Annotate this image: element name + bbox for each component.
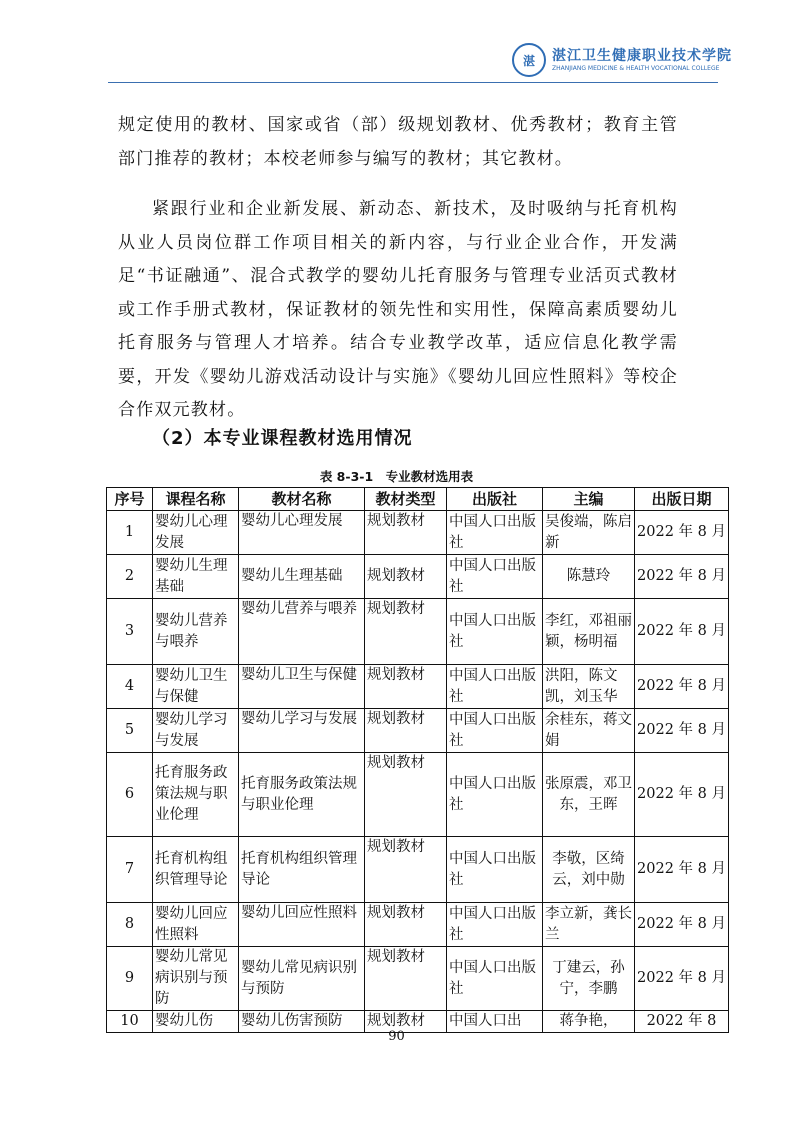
cell-date: 2022 年 8 月 [635,665,729,709]
cell-course: 婴幼儿心理发展 [153,511,239,555]
cell-type: 规划教材 [365,903,447,947]
header-type: 教材类型 [365,488,447,511]
header-divider [108,82,718,83]
cell-publisher: 中国人口出版社 [447,555,543,599]
cell-textbook: 婴幼儿卫生与保健 [239,665,365,709]
cell-textbook: 婴幼儿心理发展 [239,511,365,555]
table-row [107,599,729,665]
cell-course: 婴幼儿伤 [153,1011,239,1033]
header-textbook: 教材名称 [239,488,365,511]
cell-editor: 蒋争艳， [543,1011,635,1033]
cell-type: 规划教材 [365,837,447,903]
table-row [107,837,729,903]
cell-no: 3 [107,599,153,665]
header-course: 课程名称 [153,488,239,511]
cell-publisher: 中国人口出版社 [447,947,543,1011]
cell-type: 规划教材 [365,947,447,1011]
cell-no: 2 [107,555,153,599]
cell-type: 规划教材 [365,1011,447,1033]
cell-no: 9 [107,947,153,1011]
cell-course: 婴幼儿学习与发展 [153,709,239,753]
cell-type: 规划教材 [365,665,447,709]
cell-editor: 李红，邓祖丽颖，杨明福 [543,599,635,665]
cell-date: 2022 年 8 [635,1011,729,1033]
header-date: 出版日期 [635,488,729,511]
cell-publisher: 中国人口出版社 [447,837,543,903]
cell-textbook: 托育机构组织管理导论 [239,837,365,903]
cell-publisher: 中国人口出版社 [447,753,543,837]
cell-editor: 丁建云，孙宁，李鹏 [543,947,635,1011]
cell-editor: 洪阳，陈文凯，刘玉华 [543,665,635,709]
cell-date: 2022 年 8 月 [635,837,729,903]
cell-no: 6 [107,753,153,837]
cell-textbook: 婴幼儿营养与喂养 [239,599,365,665]
paragraph-2: 紧跟行业和企业新发展、新动态、新技术，及时吸纳与托育机构从业人员岗位群工作项目相关的新内容，与行业企业合作，开发满足“书证融通”、混合式教学的婴幼儿托育服务与管理专业活页式教材或工作手册式教材，保证教材的领先性和实用性，保障高素质婴幼儿托育服务与管理人才培养。结合专业教学改革，适应信息化教学需要，开发《婴幼儿游戏活动设计与实施》《婴幼儿回应性照料》等校企合作双元教材。 [118,199,678,420]
table-row [107,665,729,709]
college-name-en: ZHANJIANG MEDICINE & HEALTH VOCATIONAL COLLEGE [552,64,720,72]
page-number: 90 [388,1029,405,1044]
cell-publisher: 中国人口出版社 [447,599,543,665]
cell-type: 规划教材 [365,511,447,555]
cell-editor: 吴俊端，陈启新 [543,511,635,555]
cell-course: 托育机构组织管理导论 [153,837,239,903]
cell-editor: 李立新，龚长兰 [543,903,635,947]
cell-no: 5 [107,709,153,753]
cell-course: 婴幼儿营养与喂养 [153,599,239,665]
cell-editor: 李敬，区绮云，刘中勋 [543,837,635,903]
cell-type: 规划教材 [365,753,447,837]
cell-date: 2022 年 8 月 [635,599,729,665]
cell-course: 托育服务政策法规与职业伦理 [153,753,239,837]
cell-editor: 陈慧玲 [543,555,635,599]
table-caption: 表 8-3-1 专业教材选用表 [319,469,474,484]
cell-no: 4 [107,665,153,709]
cell-textbook: 婴幼儿学习与发展 [239,709,365,753]
cell-course: 婴幼儿生理基础 [153,555,239,599]
table-row [107,511,729,555]
table-row [107,903,729,947]
cell-publisher: 中国人口出版社 [447,903,543,947]
cell-publisher: 中国人口出版社 [447,665,543,709]
cell-textbook: 托育服务政策法规与职业伦理 [239,753,365,837]
cell-course: 婴幼儿卫生与保健 [153,665,239,709]
cell-course: 婴幼儿回应性照料 [153,903,239,947]
cell-publisher: 中国人口出版社 [447,709,543,753]
cell-type: 规划教材 [365,709,447,753]
college-name-cn: 湛江卫生健康职业技术学院 [552,47,732,64]
cell-no: 7 [107,837,153,903]
header-no: 序号 [107,488,153,511]
textbook-table [106,487,729,1033]
cell-date: 2022 年 8 月 [635,511,729,555]
paragraph-1: 规定使用的教材、国家或省（部）级规划教材、优秀教材；教育主管部门推荐的教材；本校老师参与编写的教材；其它教材。 [118,115,678,169]
cell-date: 2022 年 8 月 [635,709,729,753]
college-emblem-icon: 湛 [512,43,546,77]
cell-editor: 余桂东，蒋文娟 [543,709,635,753]
cell-type: 规划教材 [365,599,447,665]
cell-publisher: 中国人口出 [447,1011,543,1033]
cell-editor: 张原震，邓卫东，王晖 [543,753,635,837]
cell-no: 10 [107,1011,153,1033]
table-header-row [107,488,729,511]
cell-date: 2022 年 8 月 [635,947,729,1011]
college-logo [512,42,732,78]
cell-textbook: 婴幼儿常见病识别与预防 [239,947,365,1011]
cell-date: 2022 年 8 月 [635,753,729,837]
cell-no: 1 [107,511,153,555]
cell-date: 2022 年 8 月 [635,903,729,947]
section-heading: （2）本专业课程教材选用情况 [152,428,413,449]
cell-textbook: 婴幼儿生理基础 [239,555,365,599]
cell-publisher: 中国人口出版社 [447,511,543,555]
table-row [107,709,729,753]
cell-course: 婴幼儿常见病识别与预防 [153,947,239,1011]
cell-textbook: 婴幼儿伤害预防 [239,1011,365,1033]
cell-date: 2022 年 8 月 [635,555,729,599]
table-row [107,947,729,1011]
table-row [107,555,729,599]
college-name [552,49,732,72]
table-row [107,753,729,837]
cell-no: 8 [107,903,153,947]
header-publisher: 出版社 [447,488,543,511]
cell-textbook: 婴幼儿回应性照料 [239,903,365,947]
cell-type: 规划教材 [365,555,447,599]
header-editor: 主编 [543,488,635,511]
